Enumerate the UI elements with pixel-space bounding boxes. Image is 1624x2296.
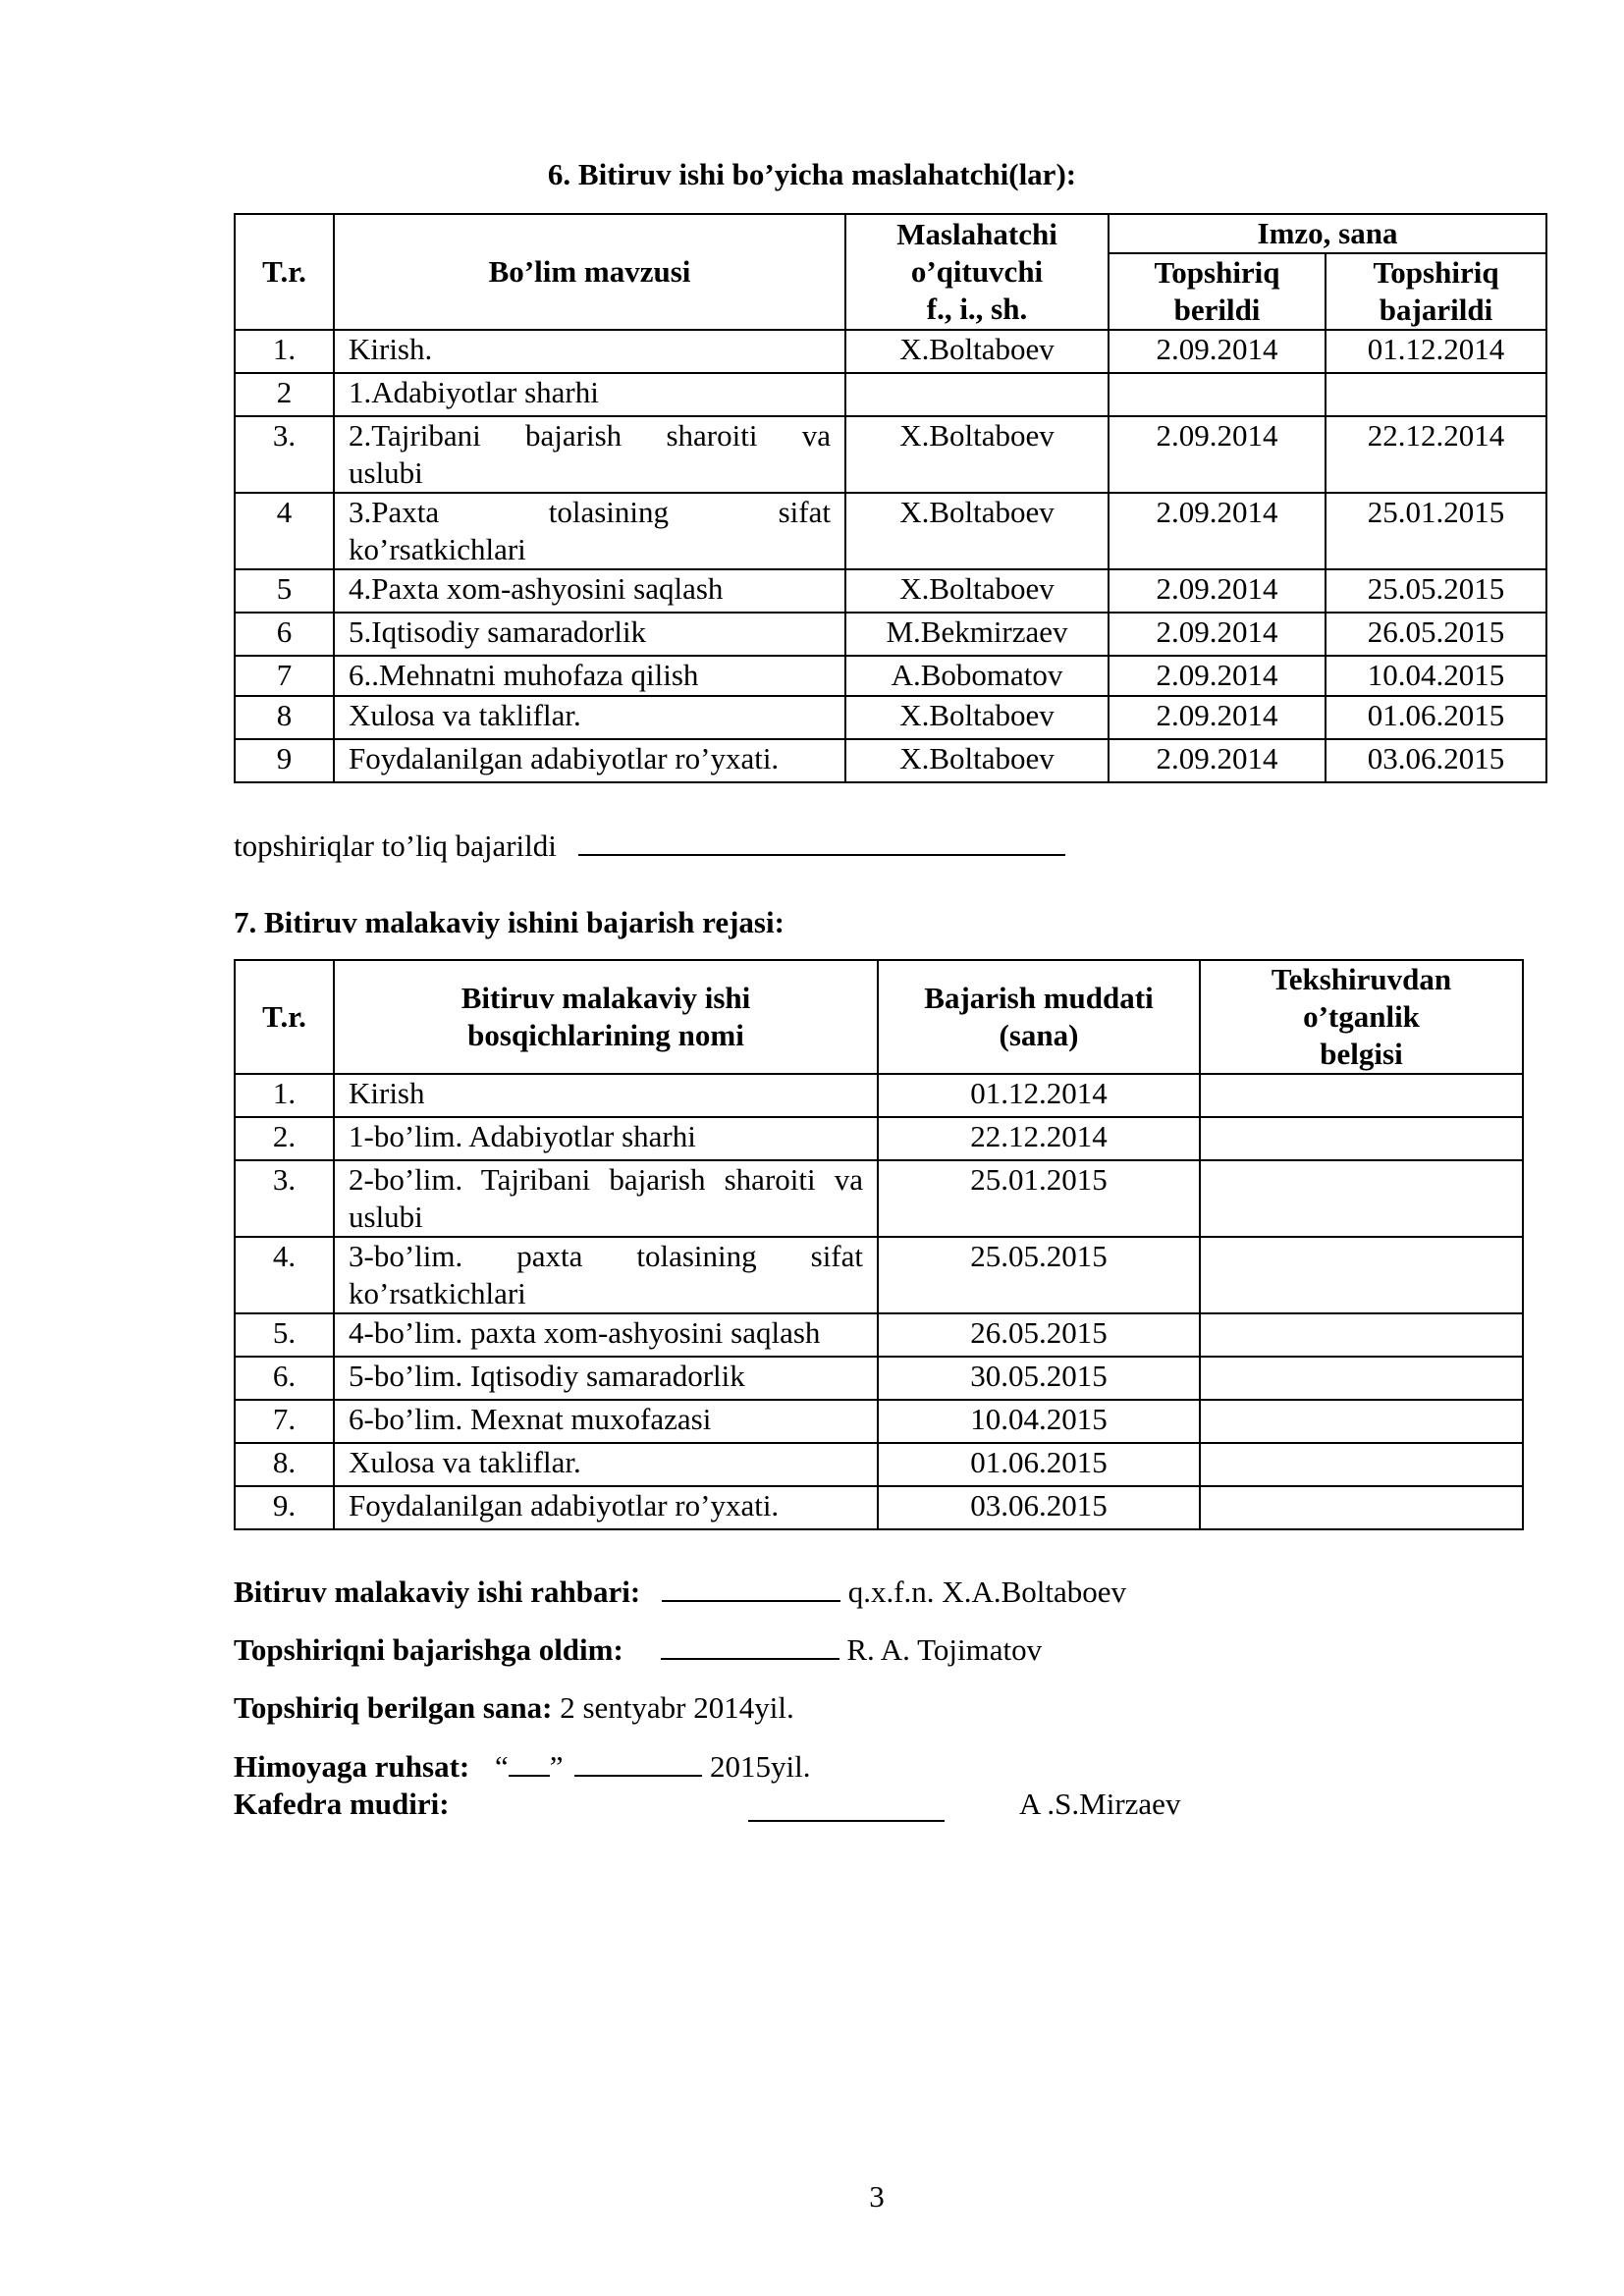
header-done (1326, 253, 1546, 330)
row-num: 3. (235, 416, 334, 493)
header-advisor-line1: Maslahatchi (896, 217, 1057, 251)
plan-row-check (1200, 1443, 1523, 1486)
defense-day-line (509, 1747, 550, 1777)
plan-row-stage-line1: 3-bo’lim. paxta tolasining sifat (349, 1239, 863, 1273)
plan-row-stage (334, 1160, 878, 1237)
plan-row-date: 03.06.2015 (878, 1486, 1200, 1529)
row-done: 10.04.2015 (1326, 656, 1546, 696)
plan-table (234, 959, 1524, 1530)
plan-row-num: 2. (235, 1117, 334, 1160)
completion-text: topshiriqlar to’liq bajarildi (234, 828, 557, 863)
row-given: 2.09.2014 (1109, 739, 1326, 782)
row-advisor: X.Boltaboev (845, 696, 1109, 739)
row-topic: 1.Adabiyotlar sharhi (334, 373, 845, 416)
plan-row-check (1200, 1357, 1523, 1400)
header-topic: Bo’lim mavzusi (334, 214, 845, 330)
table-row (235, 1400, 1523, 1443)
plan-row-stage: Xulosa va takliflar. (334, 1443, 878, 1486)
plan-row-date: 10.04.2015 (878, 1400, 1200, 1443)
supervisor-name: q.x.f.n. X.A.Boltaboev (847, 1575, 1127, 1609)
row-given (1109, 373, 1326, 416)
row-done: 25.05.2015 (1326, 569, 1546, 613)
row-given: 2.09.2014 (1109, 493, 1326, 569)
plan-row-stage: 1-bo’lim. Adabiyotlar sharhi (334, 1117, 878, 1160)
header-given (1109, 253, 1326, 330)
row-num: 8 (235, 696, 334, 739)
table-row (235, 696, 1546, 739)
plan-row-stage: 6-bo’lim. Mexnat muxofazasi (334, 1400, 878, 1443)
accepted-label: Topshiriqni bajarishga oldim: (234, 1632, 623, 1667)
header-advisor-line3: f., i., sh. (926, 292, 1028, 326)
row-topic-line2: uslubi (349, 455, 423, 490)
row-given: 2.09.2014 (1109, 330, 1326, 373)
table-row (235, 416, 1546, 493)
defense-year: 2015yil. (710, 1749, 811, 1784)
table-row (235, 1313, 1523, 1357)
plan-row-check (1200, 1313, 1523, 1357)
advisors-table (234, 213, 1547, 783)
accepted-name: R. A. Tojimatov (846, 1632, 1043, 1667)
row-given: 2.09.2014 (1109, 416, 1326, 493)
row-topic-line1: 2.Tajribani bajarish sharoiti va (349, 418, 831, 453)
row-topic (334, 493, 845, 569)
row-num: 6 (235, 613, 334, 656)
row-advisor (845, 373, 1109, 416)
row-topic-line2: ko’rsatkichlari (349, 532, 526, 566)
plan-header-check-line1: Tekshiruvdan (1271, 962, 1452, 996)
table-row (235, 493, 1546, 569)
plan-row-num: 1. (235, 1074, 334, 1117)
plan-row-check (1200, 1400, 1523, 1443)
row-given: 2.09.2014 (1109, 656, 1326, 696)
table-row (235, 613, 1546, 656)
row-given: 2.09.2014 (1109, 696, 1326, 739)
issue-date-value: 2 sentyabr 2014yil. (560, 1690, 794, 1725)
row-advisor: A.Bobomatov (845, 656, 1109, 696)
plan-header-num: T.r. (235, 960, 334, 1074)
head-signature-line (748, 1792, 945, 1822)
row-num: 2 (235, 373, 334, 416)
header-advisor-line2: o’qituvchi (910, 254, 1044, 289)
table-row (235, 1237, 1523, 1313)
plan-row-stage: Kirish (334, 1074, 878, 1117)
plan-row-num: 8. (235, 1443, 334, 1486)
row-num: 9 (235, 739, 334, 782)
row-num: 7 (235, 656, 334, 696)
plan-header-check-line3: belgisi (1320, 1037, 1403, 1071)
accepted-signature-line (661, 1630, 839, 1660)
row-advisor: X.Boltaboev (845, 416, 1109, 493)
plan-header-deadline-line1: Bajarish muddati (924, 981, 1154, 1015)
table-row (235, 739, 1546, 782)
table-row (235, 330, 1546, 373)
row-done: 22.12.2014 (1326, 416, 1546, 493)
defense-open-quote: “ (495, 1749, 509, 1784)
plan-row-check (1200, 1237, 1523, 1313)
row-topic-line1: 3.Paxta tolasining sifat (349, 495, 831, 529)
header-done-line1: Topshiriq (1373, 255, 1499, 290)
plan-row-date: 26.05.2015 (878, 1313, 1200, 1357)
row-done: 26.05.2015 (1326, 613, 1546, 656)
plan-row-stage: 5-bo’lim. Iqtisodiy samaradorlik (334, 1357, 878, 1400)
section7-title: 7. Bitiruv malakaviy ishini bajarish rejasi: (234, 905, 785, 939)
plan-header-stage-line1: Bitiruv malakaviy ishi (460, 981, 751, 1015)
row-done: 03.06.2015 (1326, 739, 1546, 782)
defense-label: Himoyaga ruhsat: (234, 1749, 470, 1784)
row-done: 25.01.2015 (1326, 493, 1546, 569)
plan-row-date: 25.01.2015 (878, 1160, 1200, 1237)
completion-line (234, 827, 1065, 866)
plan-row-num: 4. (235, 1237, 334, 1313)
plan-header-check-line2: o’tganlik (1303, 999, 1420, 1034)
plan-row-num: 6. (235, 1357, 334, 1400)
header-advisor (845, 214, 1109, 330)
row-topic: Xulosa va takliflar. (334, 696, 845, 739)
defense-line (234, 1747, 811, 1787)
row-num: 1. (235, 330, 334, 373)
completion-signature-line (578, 827, 1065, 856)
table-row (235, 1160, 1523, 1237)
row-done: 01.06.2015 (1326, 696, 1546, 739)
plan-row-num: 9. (235, 1486, 334, 1529)
row-topic: Kirish. (334, 330, 845, 373)
row-topic: 4.Paxta xom-ashyosini saqlash (334, 569, 845, 613)
plan-row-stage-line1: 2-bo’lim. Tajribani bajarish sharoiti va (349, 1162, 863, 1197)
issue-date-line (234, 1688, 794, 1728)
supervisor-line (234, 1573, 1126, 1612)
table-row (235, 1486, 1523, 1529)
head-name: A .S.Mirzaev (1019, 1787, 1181, 1821)
row-num: 4 (235, 493, 334, 569)
supervisor-label: Bitiruv malakaviy ishi rahbari: (234, 1575, 641, 1609)
header-sign: Imzo, sana (1109, 214, 1546, 253)
row-topic (334, 416, 845, 493)
row-advisor: X.Boltaboev (845, 493, 1109, 569)
plan-row-check (1200, 1117, 1523, 1160)
row-given: 2.09.2014 (1109, 569, 1326, 613)
plan-header-stage-line2: bosqichlarining nomi (467, 1018, 744, 1052)
plan-header-check (1200, 960, 1523, 1074)
header-given-line2: berildi (1173, 293, 1261, 327)
page-number: 3 (869, 2179, 885, 2214)
plan-row-num: 5. (235, 1313, 334, 1357)
plan-header-deadline-line2: (sana) (999, 1018, 1079, 1052)
row-done (1326, 373, 1546, 416)
defense-close-quote: ” (549, 1749, 564, 1784)
row-advisor: M.Bekmirzaev (845, 613, 1109, 656)
header-given-line1: Topshiriq (1154, 255, 1280, 290)
row-num: 5 (235, 569, 334, 613)
plan-row-num: 7. (235, 1400, 334, 1443)
plan-row-check (1200, 1160, 1523, 1237)
head-label: Kafedra mudiri: (234, 1787, 450, 1821)
plan-row-num: 3. (235, 1160, 334, 1237)
table-row (235, 373, 1546, 416)
plan-row-date: 01.06.2015 (878, 1443, 1200, 1486)
head-line (234, 1785, 450, 1824)
plan-row-stage: 4-bo’lim. paxta xom-ashyosini saqlash (334, 1313, 878, 1357)
row-given: 2.09.2014 (1109, 613, 1326, 656)
accepted-line (234, 1630, 1042, 1670)
table-row (235, 1443, 1523, 1486)
table-row (235, 656, 1546, 696)
plan-row-stage-line2: ko’rsatkichlari (349, 1276, 526, 1310)
row-advisor: X.Boltaboev (845, 739, 1109, 782)
plan-row-stage (334, 1237, 878, 1313)
plan-row-date: 01.12.2014 (878, 1074, 1200, 1117)
issue-date-label: Topshiriq berilgan sana: (234, 1690, 553, 1725)
plan-header-stage (334, 960, 878, 1074)
table-row (235, 1357, 1523, 1400)
section6-title: 6. Bitiruv ishi bo’yicha maslahatchi(lar): (547, 157, 1077, 191)
row-topic: Foydalanilgan adabiyotlar ro’yxati. (334, 739, 845, 782)
row-advisor: X.Boltaboev (845, 330, 1109, 373)
plan-row-date: 22.12.2014 (878, 1117, 1200, 1160)
table-row (235, 1074, 1523, 1117)
header-num: T.r. (235, 214, 334, 330)
row-advisor: X.Boltaboev (845, 569, 1109, 613)
plan-header-deadline (878, 960, 1200, 1074)
header-done-line2: bajarildi (1379, 293, 1493, 327)
supervisor-signature-line (662, 1573, 840, 1602)
plan-row-check (1200, 1486, 1523, 1529)
row-topic: 6..Mehnatni muhofaza qilish (334, 656, 845, 696)
table-row (235, 569, 1546, 613)
plan-row-check (1200, 1074, 1523, 1117)
defense-month-line (574, 1747, 702, 1777)
row-topic: 5.Iqtisodiy samaradorlik (334, 613, 845, 656)
plan-row-date: 25.05.2015 (878, 1237, 1200, 1313)
plan-row-date: 30.05.2015 (878, 1357, 1200, 1400)
row-done: 01.12.2014 (1326, 330, 1546, 373)
plan-row-stage: Foydalanilgan adabiyotlar ro’yxati. (334, 1486, 878, 1529)
plan-row-stage-line2: uslubi (349, 1200, 423, 1234)
table-row (235, 1117, 1523, 1160)
